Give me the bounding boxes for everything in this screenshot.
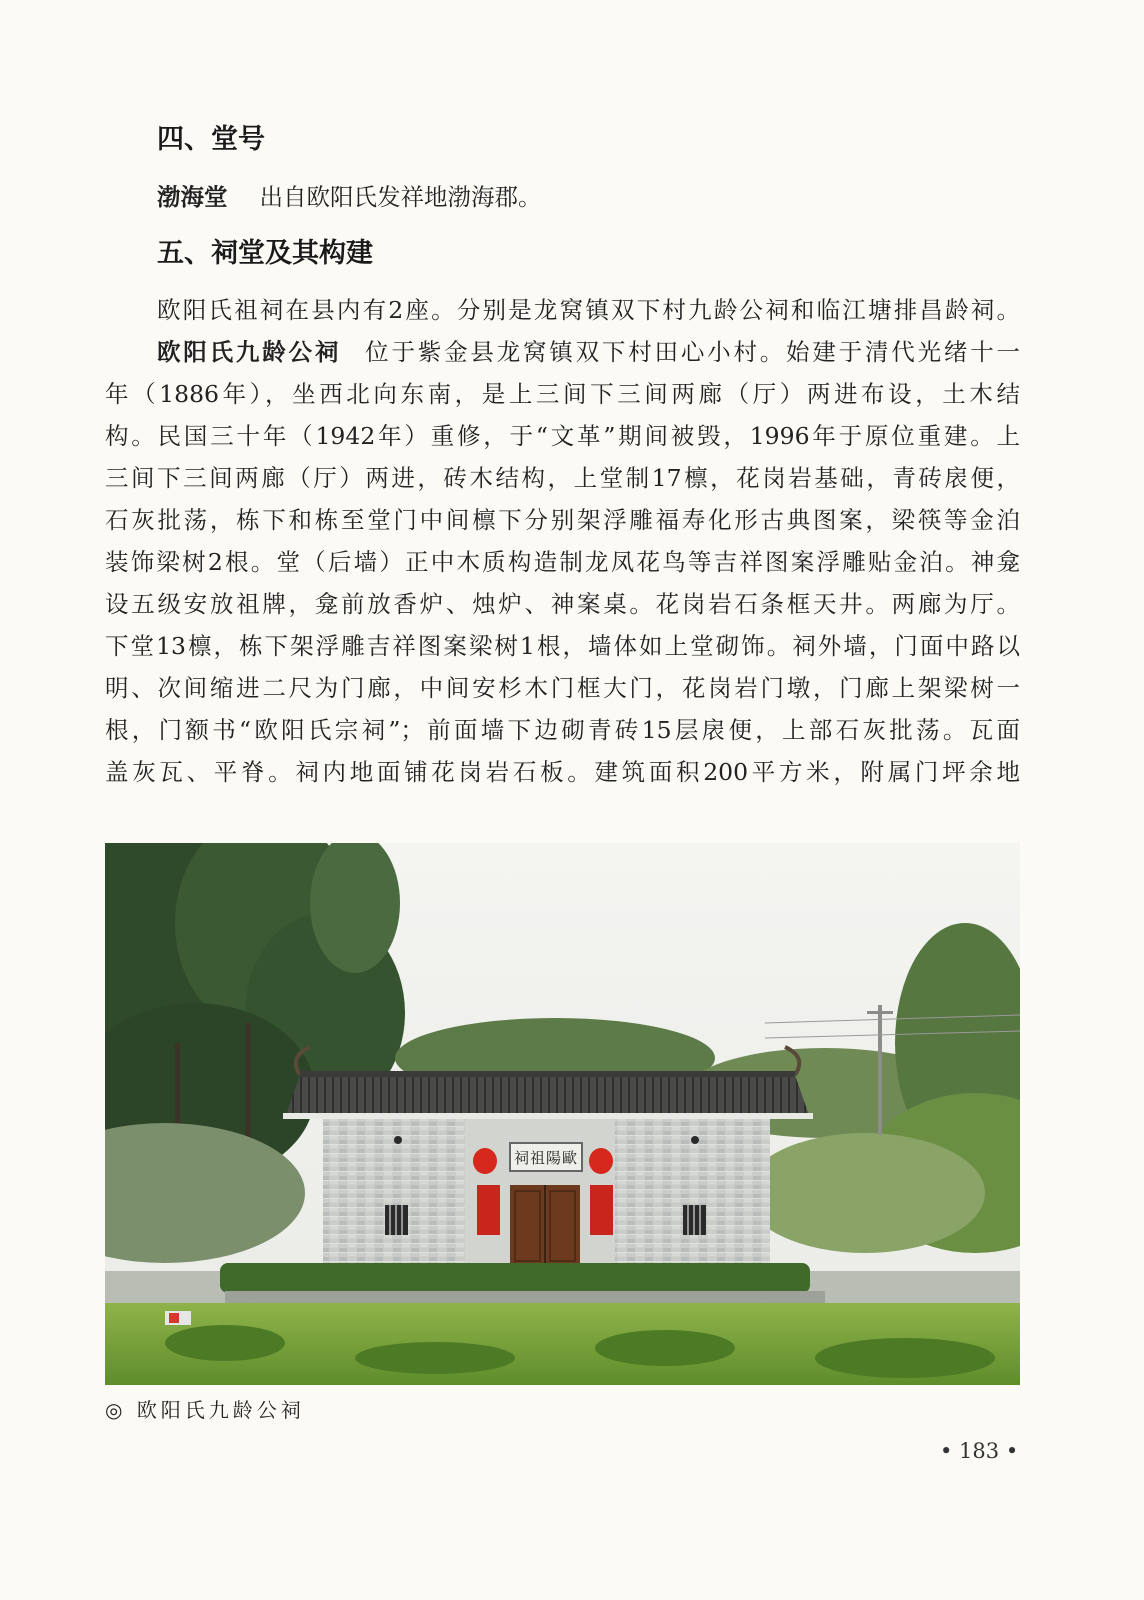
section-heading-ancestral-hall: 五、祠堂及其构建 [157,238,373,269]
photo-caption [105,1396,305,1424]
couplet-left [477,1185,500,1235]
photo-illustration [105,843,1020,1385]
paragraph-line: 下堂13檩，栋下架浮雕吉祥图案梁树1根，墙体如上堂砌饰。祠外墙，门面中路以 [105,632,1020,660]
caption-text: 欧阳氏九龄公祠 [136,1398,305,1422]
paragraph-intro: 欧阳氏祖祠在县内有2座。分别是龙窝镇双下村九龄公祠和临江塘排昌龄祠。 [157,296,1020,324]
paragraph-line: 构。民国三十年（1942年）重修，于“文革”期间被毁，1996年于原位重建。上 [105,422,1020,450]
tang-hao-desc: 出自欧阳氏发祥地渤海郡。 [259,183,542,211]
couplet-right [590,1185,613,1235]
paragraph-line: 设五级安放祖牌，龛前放香炉、烛炉、神案桌。花岗岩石条框天井。两廊为厅。 [105,590,1020,618]
paragraph-line: 盖灰瓦、平脊。祠内地面铺花岗岩石板。建筑面积200平方米，附属门坪余地 [105,758,1020,786]
paragraph-line: 三间下三间两廊（厅）两进，砖木结构，上堂制17檩，花岗岩基础，青砖扆便， [105,464,1020,492]
page-number: • 183 • [940,1439,1019,1463]
roof-eave [283,1113,813,1119]
paragraph-first-line-text: 位于紫金县龙窝镇双下村田心小村。始建于清代光绪十一 [365,338,1020,366]
lantern-left [473,1148,497,1174]
ancestral-hall-building [283,1047,813,1275]
paragraph-line: 装饰梁树2根。堂（后墙）正中木质构造制龙凤花鸟等吉祥图案浮雕贴金泊。神龛 [105,548,1020,576]
section-heading-tang-hao: 四、堂号 [157,124,265,155]
roof [285,1075,810,1118]
paragraph-first-line [157,337,1020,367]
paragraph-line: 年（1886年），坐西北向东南，是上三间下三间两廊（厅）两进布设，土木结 [105,380,1020,408]
caption-mark: ◎ [105,1398,127,1422]
hall-name-lead: 欧阳氏九龄公祠 [157,338,342,366]
paragraph-line: 根，门额书“欧阳氏宗祠”；前面墙下边砌青砖15层扆便，上部石灰批荡。瓦面 [105,716,1020,744]
ancestral-hall-photo [105,843,1020,1385]
door-plaque-text: 祠祖陽歐 [513,1149,579,1167]
tang-hao-term: 渤海堂 [157,183,228,211]
paragraph-line: 石灰批荡，栋下和栋至堂门中间檩下分别架浮雕福寿化形古典图案，梁筷等金泊 [105,506,1020,534]
lantern-right [589,1148,613,1174]
low-wall [225,1291,825,1305]
front-hedge [220,1263,810,1293]
tang-hao-entry [157,182,542,212]
paragraph-line: 明、次间缩进二尺为门廊，中间安杉木门框大门，花岗岩门墩，门廊上架梁树一 [105,674,1020,702]
